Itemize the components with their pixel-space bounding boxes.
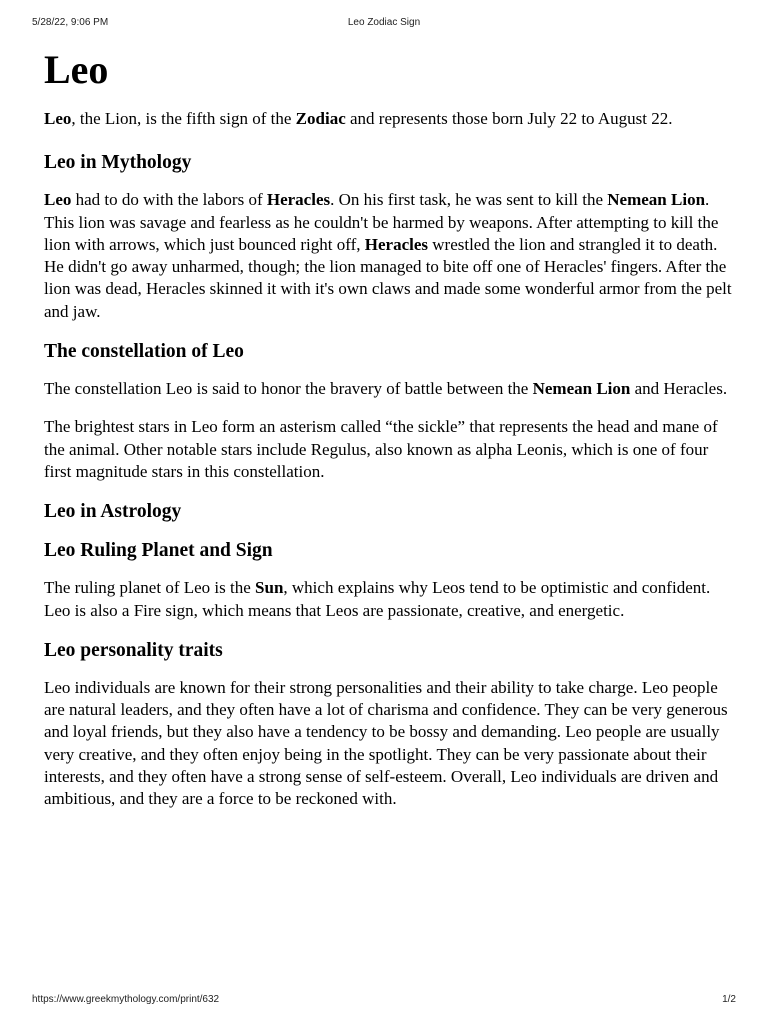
traits-paragraph: Leo individuals are known for their strong personalities and their ability to take charge. Leo people are natural leaders, and they often have a lot of charisma and confidence. They can be very generous and loyal friends, but they also have a tendency to be bossy and demanding. Leo people are usually very creative, and they often enjoy being in the spotlight. They can be very passionate about their interests, and they often have a strong sense of self-esteem. Overall, Leo individuals are driven and ambitious, and they are a force to be reckoned with. [44,677,728,809]
print-datetime: 5/28/22, 9:06 PM [32,17,109,28]
print-page-title: Leo Zodiac Sign [347,17,421,28]
mythology-paragraph: Leo had to do with the labors of Heracles. On his first task, he was sent to kill the Nemean Lion. This lion was savage and fearless as he couldn't be harmed by weapons. After attempting to kill the lion with arrows, which just bounced right off, Heracles wrestled the lion and strangled it to death. He didn't go away unharmed, though; the lion managed to bite off one of Heracles' fingers. After the lion was dead, Heracles skinned it with it's own claws and made some wonderful armor from the pelt and jaw. [44,190,732,321]
print-footer [0,994,768,1008]
heading-personality-traits: Leo personality traits [44,639,223,661]
heading-constellation: The constellation of Leo [44,341,244,363]
print-page-number: 1/2 [722,994,736,1005]
intro-bold-leo: Leo [44,109,72,128]
intro-bold-zodiac: Zodiac [295,109,346,128]
heading-astrology: Leo in Astrology [44,501,182,523]
article [44,46,738,827]
print-header [0,17,768,31]
intro-paragraph: Leo, the Lion, is the fifth sign of the Zodiac and represents those born July 22 to August 22. [44,109,673,128]
ruling-paragraph: The ruling planet of Leo is the Sun, which explains why Leos tend to be optimistic and confident. Leo is also a Fire sign, which means that Leos are passionate, creative, and energetic. [44,578,711,620]
print-url: https://www.greekmythology.com/print/632 [32,994,220,1005]
article-title: Leo [44,47,109,92]
heading-mythology: Leo in Mythology [44,152,192,174]
heading-ruling-planet: Leo Ruling Planet and Sign [44,540,273,562]
constellation-paragraph-1: The constellation Leo is said to honor the bravery of battle between the Nemean Lion and Heracles. [44,379,728,399]
constellation-paragraph-2: The brightest stars in Leo form an asterism called “the sickle” that represents the head and mane of the animal. Other notable stars include Regulus, also known as alpha Leonis, which is one of four first magnitude stars in this constellation. [44,417,718,481]
